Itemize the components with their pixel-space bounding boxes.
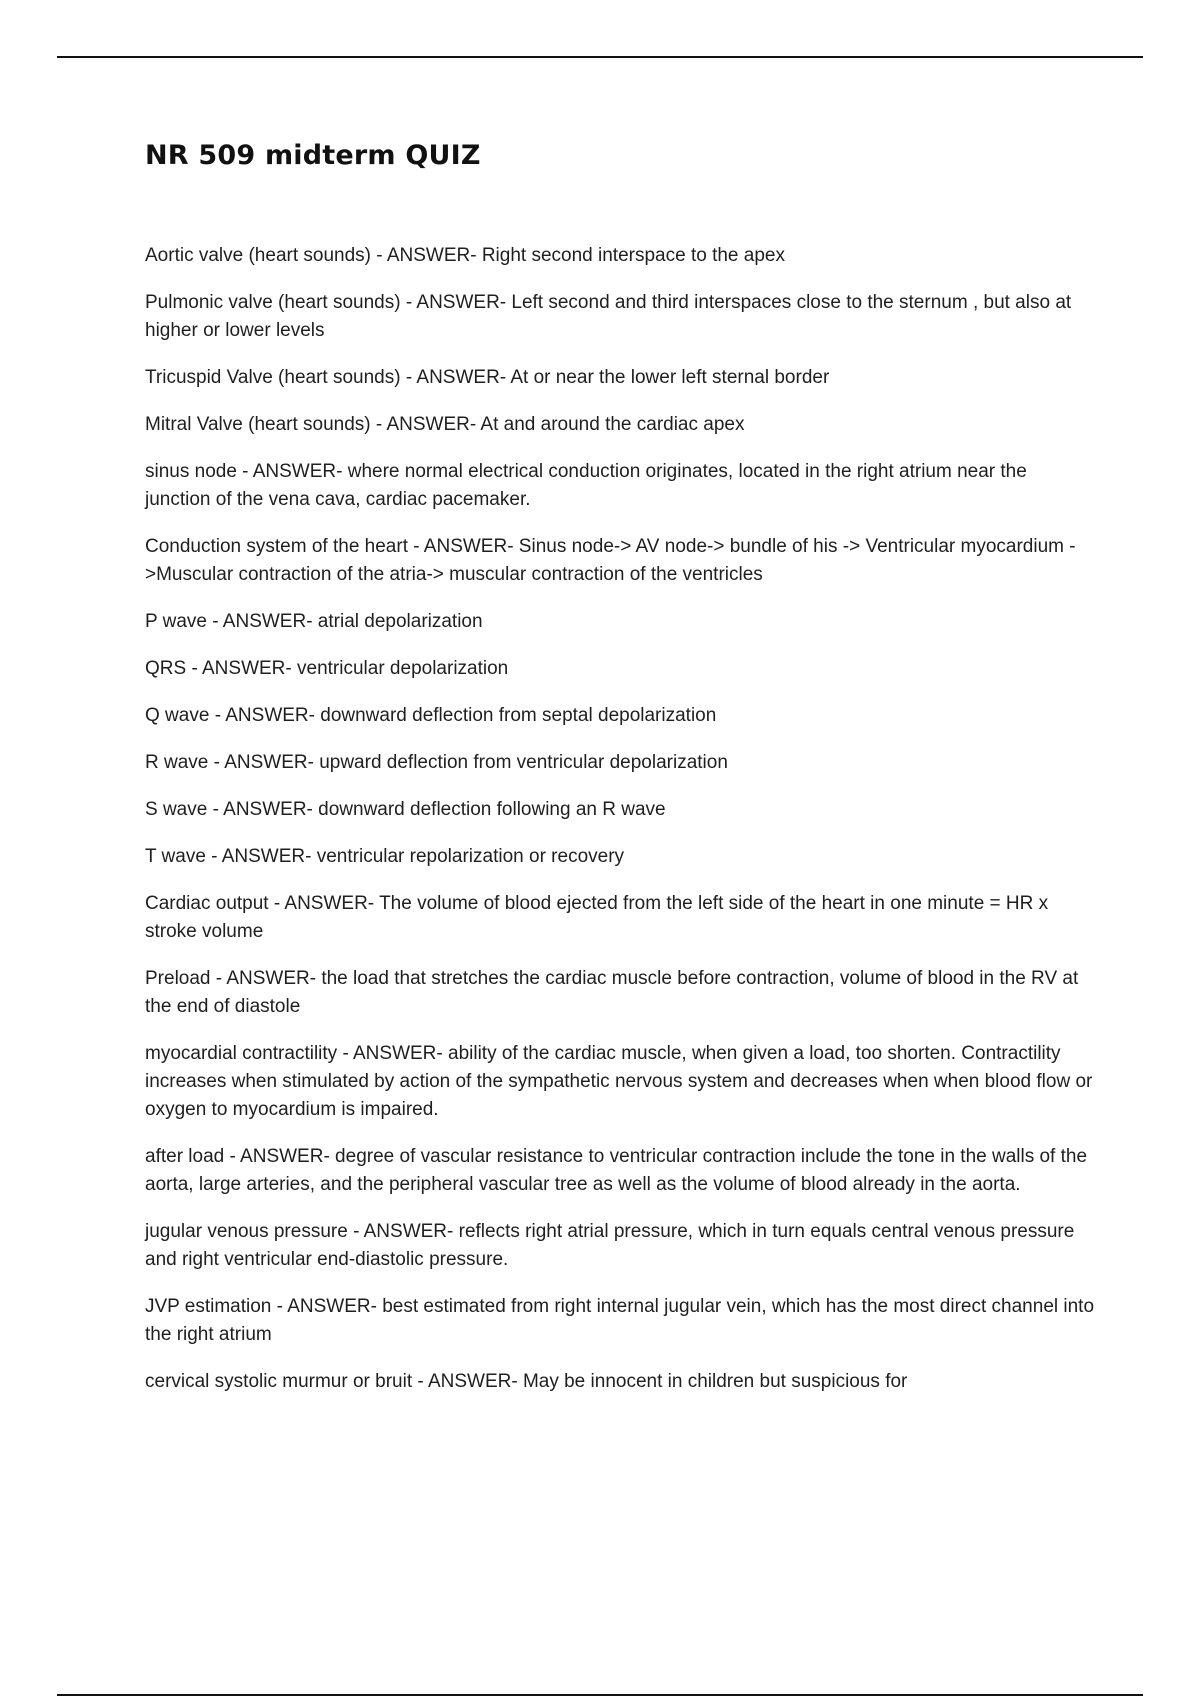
qa-item-cardiac-output: Cardiac output - ANSWER- The volume of blood ejected from the left side of the heart in one minute = HR x stroke volume bbox=[145, 893, 1049, 942]
qa-item-jugular-venous-pressure: jugular venous pressure - ANSWER- reflects right atrial pressure, which in turn equals central venous pressure and right ventricular end-diastolic pressure. bbox=[145, 1221, 1075, 1270]
header-rule bbox=[57, 56, 1143, 58]
footer-rule bbox=[57, 1694, 1143, 1696]
qa-item-conduction-system: Conduction system of the heart - ANSWER- Sinus node-> AV node-> bundle of his -> Ventricular myocardium ->Muscular contraction of the atria-> muscular contraction of the ventricles bbox=[145, 536, 1076, 585]
qa-list bbox=[145, 242, 1095, 1415]
qa-item-q-wave: Q wave - ANSWER- downward deflection from septal depolarization bbox=[145, 705, 717, 726]
qa-item-mitral-valve: Mitral Valve (heart sounds) - ANSWER- At and around the cardiac apex bbox=[145, 414, 745, 435]
qa-item-t-wave: T wave - ANSWER- ventricular repolarization or recovery bbox=[145, 846, 625, 867]
qa-item-p-wave: P wave - ANSWER- atrial depolarization bbox=[145, 611, 483, 632]
qa-item-s-wave: S wave - ANSWER- downward deflection following an R wave bbox=[145, 799, 666, 820]
document-title: NR 509 midterm QUIZ bbox=[145, 140, 481, 171]
qa-item-cervical-systolic-murmur: cervical systolic murmur or bruit - ANSWER- May be innocent in children but suspicious for bbox=[145, 1371, 908, 1392]
qa-item-after-load: after load - ANSWER- degree of vascular resistance to ventricular contraction include the tone in the walls of the aorta, large arteries, and the peripheral vascular tree as well as the volume of blood already in the aorta. bbox=[145, 1146, 1088, 1195]
qa-item-r-wave: R wave - ANSWER- upward deflection from ventricular depolarization bbox=[145, 752, 728, 773]
qa-item-aortic-valve: Aortic valve (heart sounds) - ANSWER- Right second interspace to the apex bbox=[145, 245, 785, 266]
qa-item-jvp-estimation: JVP estimation - ANSWER- best estimated from right internal jugular vein, which has the most direct channel into the right atrium bbox=[145, 1296, 1095, 1345]
qa-item-tricuspid-valve: Tricuspid Valve (heart sounds) - ANSWER- At or near the lower left sternal border bbox=[145, 367, 830, 388]
qa-item-qrs: QRS - ANSWER- ventricular depolarization bbox=[145, 658, 509, 679]
qa-item-pulmonic-valve: Pulmonic valve (heart sounds) - ANSWER- Left second and third interspaces close to the sternum , but also at higher or lower levels bbox=[145, 292, 1072, 341]
qa-item-sinus-node: sinus node - ANSWER- where normal electrical conduction originates, located in the right atrium near the junction of the vena cava, cardiac pacemaker. bbox=[145, 461, 1027, 510]
qa-item-preload: Preload - ANSWER- the load that stretches the cardiac muscle before contraction, volume of blood in the RV at the end of diastole bbox=[145, 968, 1079, 1017]
qa-item-myocardial-contractility: myocardial contractility - ANSWER- ability of the cardiac muscle, when given a load, too shorten. Contractility increases when stimulated by action of the sympathetic nervous system and decreases when when blood flow or oxygen to myocardium is impaired. bbox=[145, 1043, 1093, 1120]
